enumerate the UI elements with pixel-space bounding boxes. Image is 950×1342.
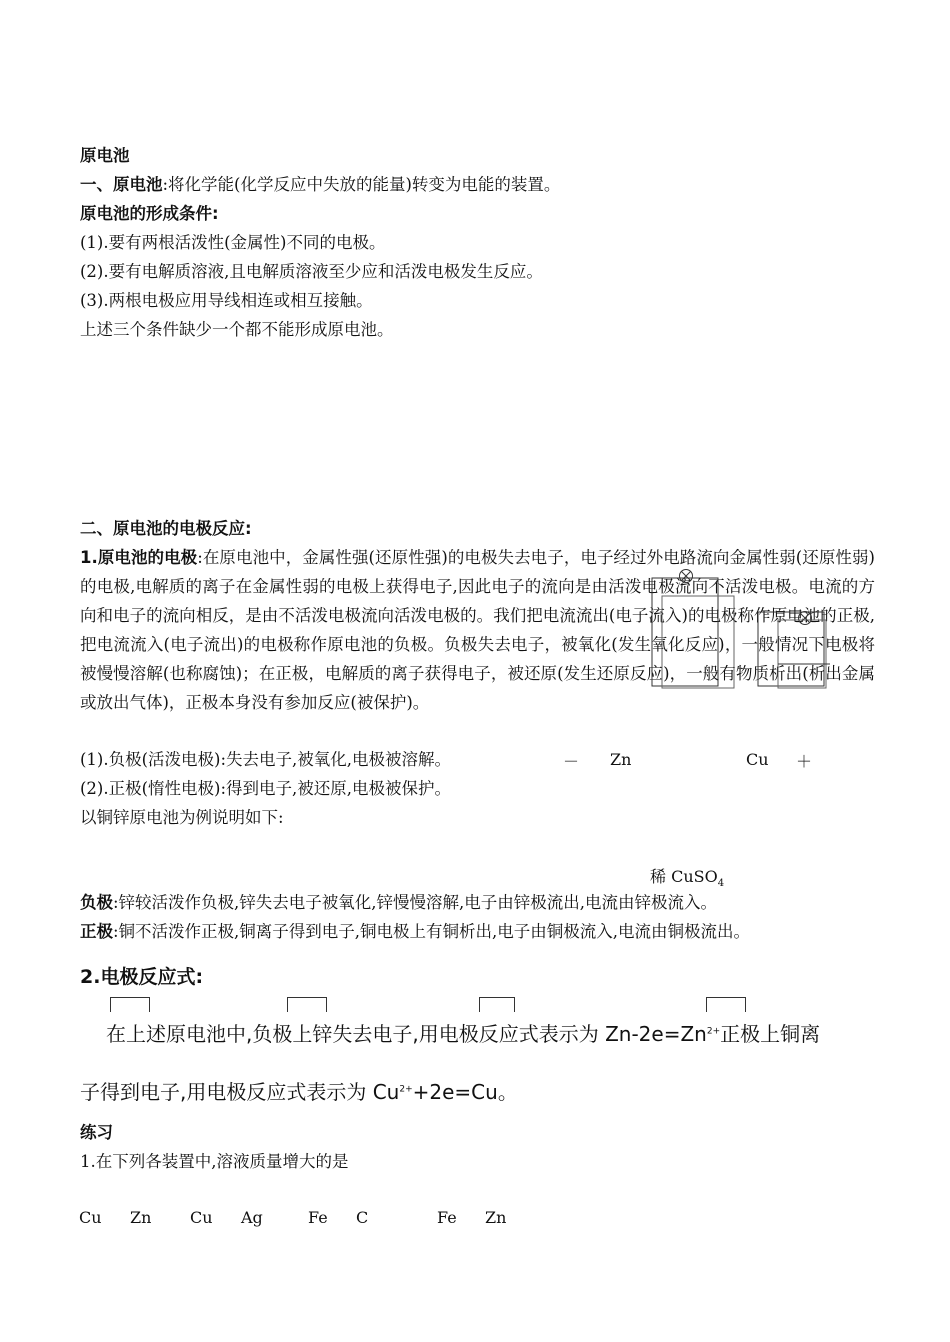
exercise-electrode-label: Cu (79, 1208, 102, 1227)
exercise-electrode-label: Zn (485, 1208, 507, 1227)
positive-pole-rule: (2).正极(惰性电极):得到电子,被还原,电极被保护。 (80, 779, 452, 798)
bracket-mark (110, 997, 150, 1012)
bracket-mark (287, 997, 327, 1012)
beaker-left (662, 596, 734, 688)
condition-3: (3).两根电极应用导线相连或相互接触。 (80, 291, 373, 310)
practice-title: 练习 (80, 1123, 113, 1142)
exercise-electrode-label: Zn (130, 1208, 152, 1227)
conditions-title: 原电池的形成条件: (80, 204, 219, 223)
section1-title: 一、原电池 (80, 175, 163, 194)
diagram-minus-sign: － (563, 752, 580, 771)
condition-2: (2).要有电解质溶液,且电解质溶液至少应和活泼电极发生反应。 (80, 262, 543, 281)
negative-text: :锌较活泼作负极,锌失去电子被氧化,锌慢慢溶解,电子由锌极流出,电流由锌极流入。 (113, 893, 718, 912)
condition-1: (1).要有两根活泼性(金属性)不同的电极。 (80, 233, 386, 252)
reaction-subtitle: 2.电极反应式: (80, 966, 204, 988)
diagram-plus-sign: ＋ (796, 752, 813, 771)
section1-definition: :将化学能(化学反应中失放的能量)转变为电能的装置。 (162, 175, 561, 194)
exercise-electrode-label: Ag (241, 1208, 263, 1227)
conditions-note: 上述三个条件缺少一个都不能形成原电池。 (80, 320, 394, 339)
copper-electrode-frame (758, 612, 824, 686)
diagram-cu-label: Cu (746, 750, 769, 769)
bracket-mark (479, 997, 515, 1012)
exercise-electrode-label: C (356, 1208, 369, 1227)
electrode-paragraph-body: :在原电池中，金属性强(还原性强)的电极失去电子，电子经过外电路流向金属性弱(还原性弱)的电极,电解质的离子在金属性弱的电极上获得电子,因此电子的流向是由活泼电极流向不活泼电极。电流的方向和电子的流向相反，是由不活泼电极流向活泼电极的。我们把电流流出(电子流入)的电极称作原电池的正极,把电流流入(电子流出)的电极称作原电池的负极。负极失去电子，被氧化(发生氧化反应)，一般情况下电极将被慢慢溶解(也称腐蚀)；在正极，电解质的离子获得电子，被还原(发生还原反应)，一般有物质析出(析出金属或放出气体)，正极本身没有参加反应(被保护)。 (80, 548, 875, 712)
section2-title: 二、原电池的电极反应: (80, 519, 252, 538)
exercise-electrode-label: Fe (308, 1208, 328, 1227)
diagram-zn-label: Zn (610, 750, 632, 769)
page-heading: 原电池 (80, 146, 130, 165)
positive-text: :铜不活泼作正极,铜离子得到电子,铜电极上有铜析出,电子由铜极流入,电流由铜极流出。 (113, 922, 751, 941)
positive-label: 正极 (80, 922, 113, 941)
beaker-right (778, 620, 826, 688)
example-intro: 以铜锌原电池为例说明如下: (80, 808, 284, 827)
electrode-paragraph-lead: 1.原电池的电极 (80, 548, 198, 567)
positive-explanation (80, 922, 750, 942)
equation-line-2: 子得到电子,用电极反应式表示为 $Cu^{2+}+2e=Cu$。 (80, 1080, 518, 1104)
negative-pole-rule: (1).负极(活泼电极):失去电子,被氧化,电极被溶解。 (80, 750, 452, 769)
question-1: 1.在下列各装置中,溶液质量增大的是 (80, 1152, 349, 1171)
negative-explanation (80, 893, 717, 913)
diagram-solution-label: 稀 CuSO$_4$ (650, 867, 725, 890)
equation-line-1: 在上述原电池中,负极上锌失去电子,用电极反应式表示为 $Zn-2e=Zn^{2+}$正极上铜离 (106, 1022, 821, 1046)
exercise-electrode-label: Cu (190, 1208, 213, 1227)
negative-label: 负极 (80, 893, 113, 912)
exercise-electrode-label: Fe (437, 1208, 457, 1227)
bracket-mark (706, 997, 746, 1012)
